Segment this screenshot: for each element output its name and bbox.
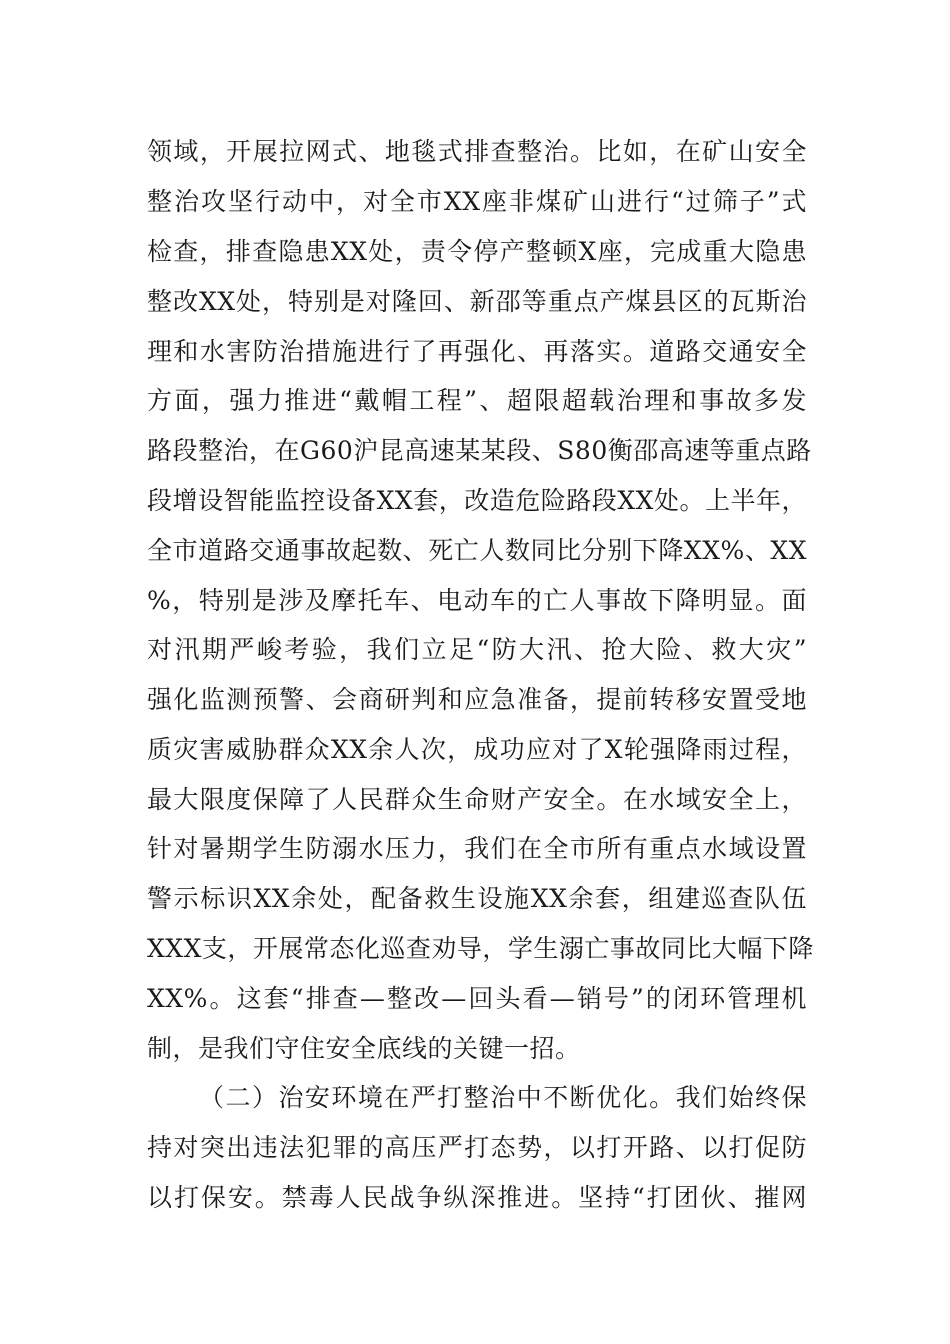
text-line: 路段整治，在G60沪昆高速某某段、S80衡邵高速等重点路 [147, 436, 812, 465]
text-line: XXX支，开展常态化巡查劝导，学生溺亡事故同比大幅下降 [147, 934, 814, 963]
text-line: 警示标识XX余处，配备救生设施XX余套，组建巡查队伍 [147, 884, 807, 913]
text-line: 针对暑期学生防溺水压力，我们在全市所有重点水域设置 [147, 834, 807, 863]
text-line: 检查，排查隐患XX处，责令停产整顿X座，完成重大隐患 [147, 237, 807, 266]
text-line: 质灾害威胁群众XX余人次，成功应对了X轮强降雨过程， [147, 735, 807, 764]
text-line: 最大限度保障了人民群众生命财产安全。在水域安全上， [147, 785, 807, 814]
text-line: 以打保安。禁毒人民战争纵深推进。坚持“打团伙、摧网 [147, 1183, 807, 1212]
text-line: 全市道路交通事故起数、死亡人数同比分别下降XX%、XX [147, 536, 807, 565]
section-heading-line: （二）治安环境在严打整治中不断优化。我们始终保 [199, 1083, 807, 1112]
text-line: 整改XX处，特别是对隆回、新邵等重点产煤县区的瓦斯治 [147, 287, 807, 316]
text-line: 持对突出违法犯罪的高压严打态势，以打开路、以打促防 [147, 1133, 807, 1162]
text-line: 段增设智能监控设备XX套，改造危险路段XX处。上半年， [147, 486, 807, 515]
text-line: 对汛期严峻考验，我们立足“防大汛、抢大险、救大灾” [147, 635, 807, 664]
text-line: 领域，开展拉网式、地毯式排查整治。比如，在矿山安全 [147, 137, 807, 166]
text-line: 强化监测预警、会商研判和应急准备，提前转移安置受地 [147, 685, 807, 714]
text-line: XX%。这套“排查—整改—回头看—销号”的闭环管理机 [147, 984, 807, 1013]
text-line: 方面，强力推进“戴帽工程”、超限超载治理和事故多发 [147, 386, 807, 415]
text-line: 整治攻坚行动中，对全市XX座非煤矿山进行“过筛子”式 [147, 187, 807, 216]
text-line: %，特别是涉及摩托车、电动车的亡人事故下降明显。面 [147, 586, 807, 615]
text-line: 制，是我们守住安全底线的关键一招。 [147, 1034, 581, 1063]
text-line: 理和水害防治措施进行了再强化、再落实。道路交通安全 [147, 337, 807, 366]
